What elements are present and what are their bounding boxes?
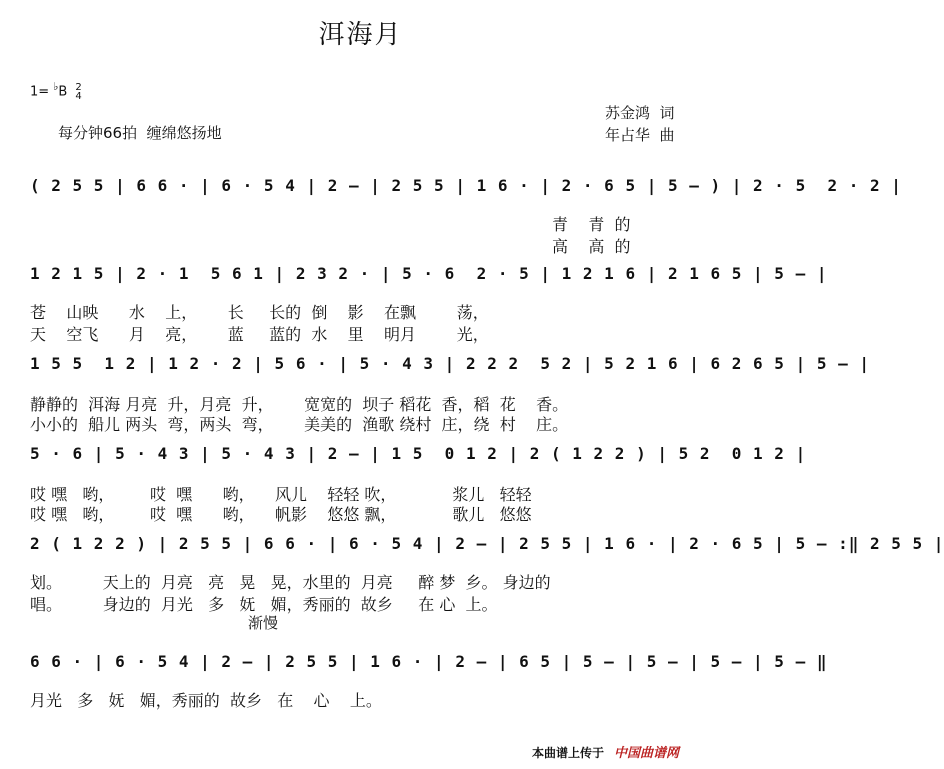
lyric-line-1-verse-1: 青 青 的 xyxy=(552,215,631,234)
notation-line-4: 5 · 6 | 5 · 4 3 | 5 · 4 3 | 2 — | 1 5 0 1 2 | 2 ( 1 2 2 ) | 5 2 0 1 2 | xyxy=(30,444,807,463)
page-title: 洱海月 xyxy=(318,20,403,50)
notation-line-2: 1 2 1 5 | 2 · 1 5 6 1 | 2 3 2 · | 5 · 6 2 · 5 | 1 2 1 6 | 2 1 6 5 | 5 — | xyxy=(30,264,828,283)
time-signature xyxy=(75,83,81,101)
lyric-line-5-verse-1: 划。 天上的 月亮 亮 晃 晃，水里的 月亮 醉 梦 乡。 身边的 xyxy=(30,573,551,592)
lyric-line-3-verse-2: 小小的 船儿 两头 弯，两头 弯， 美美的 渔歌 绕村 庄，绕 村 庄。 xyxy=(30,415,569,434)
lyric-line-3-verse-1: 静静的 洱海 月亮 升，月亮 升， 宽宽的 坝子 稻花 香，稻 花 香。 xyxy=(30,395,569,414)
lyric-line-2-verse-2: 天 空飞 月 亮， 蓝 蓝的 水 里 明月 光， xyxy=(30,325,489,344)
key-signature xyxy=(30,80,82,101)
ritardando-marking: 渐慢 xyxy=(248,614,279,632)
lyric-line-4-verse-1: 哎 嘿 哟， 哎 嘿 哟， 风儿 轻轻 吹， 浆儿 轻轻 xyxy=(30,485,532,504)
notation-line-6: 6 6 · | 6 · 5 4 | 2 — | 2 5 5 | 1 6 · | 2 — | 6 5 | 5 — | 5 — | 5 — | 5 — ‖ xyxy=(30,652,828,671)
site-logo[interactable]: 中国曲谱网 xyxy=(614,746,680,761)
lyric-line-5-verse-2: 唱。 身边的 月光 多 妩 媚，秀丽的 故乡 在 心 上。 xyxy=(30,595,498,614)
lyricist-credit: 苏金鸿 词 xyxy=(605,104,675,122)
key-prefix: 1= xyxy=(30,84,54,100)
time-numerator: 2 xyxy=(75,81,82,93)
lyric-line-2-verse-1: 苍 山映 水 上， 长 长的 倒 影 在飘 荡， xyxy=(30,303,489,322)
composer-credit: 年占华 曲 xyxy=(605,126,675,144)
notation-line-1: ( 2 5 5 | 6 6 · | 6 · 5 4 | 2 — | 2 5 5 | 1 6 · | 2 · 6 5 | 5 — ) | 2 · 5 2 · 2 | xyxy=(30,176,902,195)
lyric-line-1-verse-2: 高 高 的 xyxy=(552,237,631,256)
notation-line-3: 1 5 5 1 2 | 1 2 · 2 | 5 6 · | 5 · 4 3 | 2 2 2 5 2 | 5 2 1 6 | 6 2 6 5 | 5 — | xyxy=(30,354,870,373)
footer-text: 本曲谱上传于 xyxy=(532,746,605,760)
tempo-marking: 每分钟66拍 缠绵悠扬地 xyxy=(58,124,222,142)
notation-line-5: 2 ( 1 2 2 ) | 2 5 5 | 6 6 · | 6 · 5 4 | 2 — | 2 5 5 | 1 6 · | 2 · 6 5 | 5 — :‖ 2 5 5 | xyxy=(30,534,944,553)
lyric-line-4-verse-2: 哎 嘿 哟， 哎 嘿 哟， 帆影 悠悠 飘， 歌儿 悠悠 xyxy=(30,505,532,524)
key-letter: B xyxy=(58,84,68,100)
flat-symbol: ♭ xyxy=(53,80,59,93)
time-denominator: 4 xyxy=(75,90,82,102)
lyric-line-6-verse-1: 月光 多 妩 媚，秀丽的 故乡 在 心 上。 xyxy=(30,691,382,710)
